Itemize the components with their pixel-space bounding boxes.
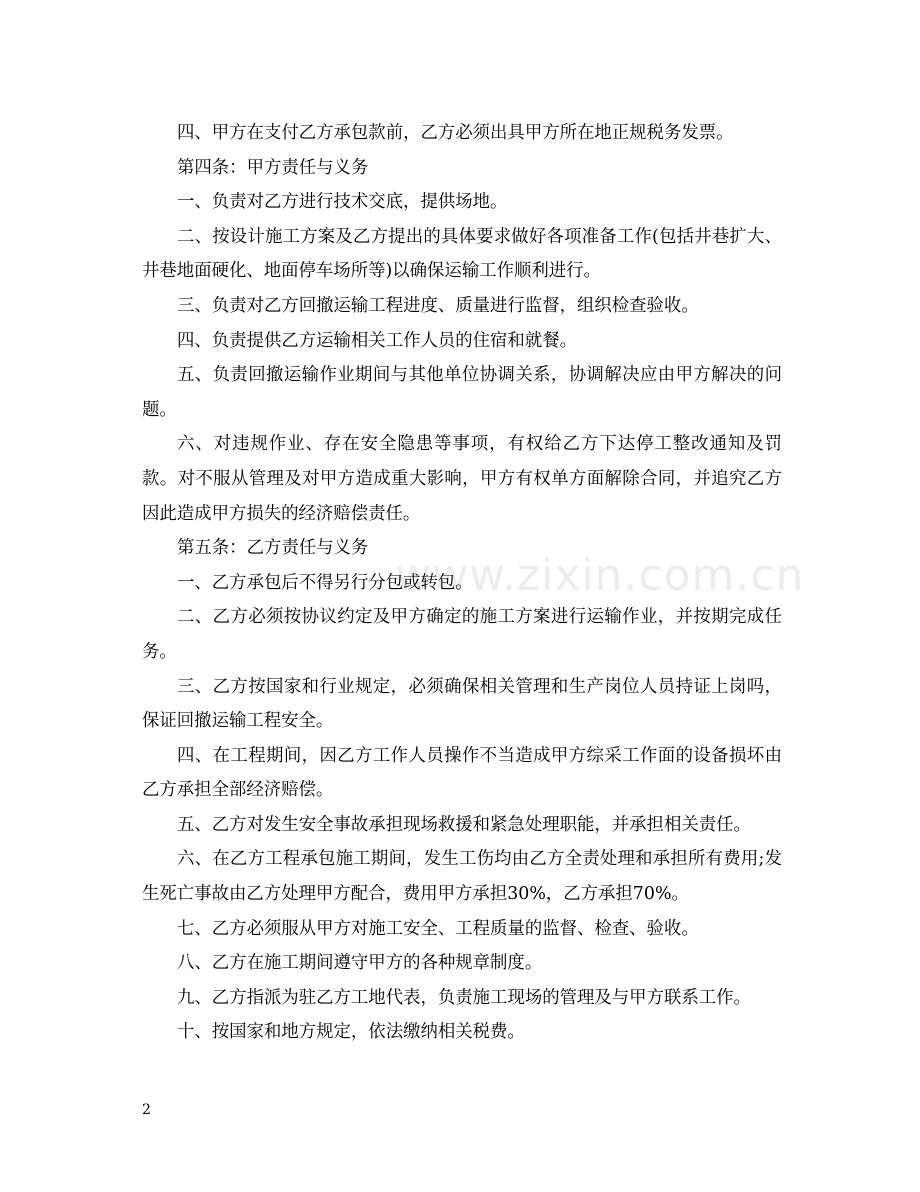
paragraph: 一、负责对乙方进行技术交底，提供场地。 [177, 192, 508, 213]
paragraph: 二、乙方必须按协议约定及甲方确定的施工方案进行运输作业，并按期完成任务。 [142, 607, 782, 662]
paragraph: 三、负责对乙方回撤运输工程进度、质量进行监督，组织检查验收。 [177, 295, 699, 316]
paragraph: 四、在工程期间，因乙方工作人员操作不当造成甲方综采工作面的设备损坏由乙方承担全部经济赔偿。 [142, 745, 782, 801]
paragraph: 八、乙方在施工期间遵守甲方的各种规章制度。 [177, 953, 543, 974]
paragraph: 二、按设计施工方案及乙方提出的具体要求做好各项准备工作(包括井巷扩大、井巷地面硬化、地面停车场所等)以确保运输工作顺利进行。 [142, 226, 782, 282]
watermark: www.zixin.com.cn [395, 550, 805, 601]
paragraph: 五、乙方对发生安全事故承担现场救援和紧急处理职能，并承担相关责任。 [177, 814, 751, 835]
paragraph: 四、负责提供乙方运输相关工作人员的住宿和就餐。 [177, 330, 577, 351]
section-heading: 第四条：甲方责任与义务 [177, 157, 369, 178]
paragraph: 四、甲方在支付乙方承包款前，乙方必须出具甲方所在地正规税务发票。 [177, 123, 734, 143]
paragraph: 七、乙方必须服从甲方对施工安全、工程质量的监督、检查、验收。 [177, 918, 699, 939]
paragraph: 五、负责回撤运输作业期间与其他单位协调关系，协调解决应由甲方解决的问题。 [142, 365, 782, 420]
section-heading: 第五条：乙方责任与义务 [177, 538, 369, 559]
paragraph: 九、乙方指派为驻乙方工地代表，负责施工现场的管理及与甲方联系工作。 [177, 987, 751, 1008]
paragraph: 三、乙方按国家和行业规定，必须确保相关管理和生产岗位人员持证上岗吗，保证回撤运输工程安全。 [142, 676, 782, 732]
paragraph: 一、乙方承包后不得另行分包或转包。 [177, 572, 473, 593]
page-number: 2 [142, 1102, 151, 1118]
document-body [142, 116, 782, 1050]
paragraph: 六、在乙方工程承包施工期间，发生工伤均由乙方全责处理和承担所有费用;发生死亡事故由乙方处理甲方配合，费用甲方承担30%，乙方承担70%。 [142, 849, 782, 905]
paragraph: 十、按国家和地方规定，依法缴纳相关税费。 [177, 1022, 525, 1043]
paragraph: 六、对违规作业、存在安全隐患等事项，有权给乙方下达停工整改通知及罚款。对不服从管理及对甲方造成重大影响，甲方有权单方面解除合同，并追究乙方因此造成甲方损失的经济赔偿责任。 [142, 434, 782, 524]
